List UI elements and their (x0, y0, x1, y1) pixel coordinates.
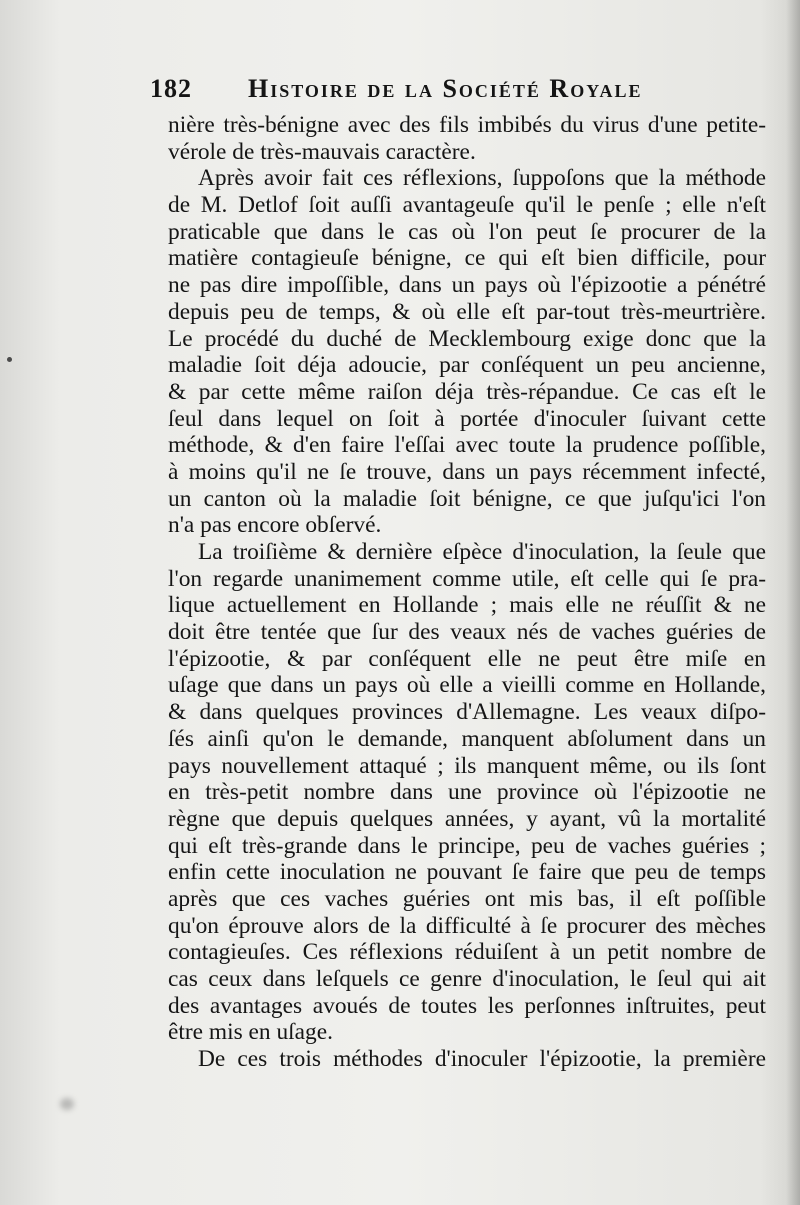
text-line: maladie ſoit déja adoucie, par conſéquent un peu ancienne, (168, 352, 766, 379)
text-line: méthode, & d'en faire l'eſſai avec toute la prudence poſſible, (168, 432, 766, 459)
text-line: doit être tentée que ſur des veaux nés de vaches guéries de (168, 619, 766, 646)
text-line: un canton où la maladie ſoit bénigne, ce que juſqu'ici l'on (168, 485, 766, 512)
text-line: n'a pas encore obſervé. (168, 512, 382, 539)
margin-speck (7, 357, 12, 362)
text-line: vérole de très-mauvais caractère. (168, 138, 476, 165)
text-line: pays nouvellement attaqué ; ils manquent même, ou ils ſont (168, 752, 766, 779)
text-line: enfin cette inoculation ne pouvant ſe faire que peu de temps (168, 859, 766, 886)
text-line: Le procédé du duché de Mecklembourg exige donc que la (168, 325, 766, 352)
text-line: La troiſième & dernière eſpèce d'inoculation, la ſeule que (198, 539, 766, 565)
text-line: nière très-bénigne avec des fils imbibés du virus d'une petite- (168, 112, 766, 138)
text-line: ſeul dans lequel on ſoit à portée d'inoculer ſuivant cette (168, 405, 766, 432)
text-line: praticable que dans le cas où l'on peut ſe procurer de la (168, 218, 766, 245)
text-line: contagieuſes. Ces réflexions réduiſent à un petit nombre de (168, 939, 766, 966)
text-line: Après avoir fait ces réflexions, ſuppoſons que la méthode (198, 165, 766, 192)
text-line: & dans quelques provinces d'Allemagne. Les veaux diſpo- (168, 699, 766, 726)
text-line: l'épizootie, & par conſéquent elle ne peut être miſe en (168, 645, 766, 672)
text-line: ne pas dire impoſſible, dans un pays où l'épizootie a pénétré (168, 272, 766, 299)
page-number: 182 (150, 74, 192, 103)
text-line: règne que depuis quelques années, y ayant, vû la mortalité (168, 805, 766, 832)
text-line: uſage que dans un pays où elle a vieilli comme en Hollande, (168, 672, 766, 699)
body-text (168, 112, 766, 1073)
text-line: & par cette même raiſon déja très-répandue. Ce cas eſt le (168, 378, 766, 405)
text-line: lique actuellement en Hollande ; mais elle ne réuſſit & ne (168, 592, 766, 619)
text-line: depuis peu de temps, & où elle eſt par-tout très-meurtrière. (168, 298, 766, 325)
text-line: à moins qu'il ne ſe trouve, dans un pays récemment infecté, (168, 458, 766, 485)
text-line: De ces trois méthodes d'inoculer l'épizootie, la première (198, 1046, 766, 1073)
text-line: qu'on éprouve alors de la difficulté à ſe procurer des mèches (168, 912, 766, 939)
page-smudge (60, 1098, 74, 1110)
text-line: être mis en uſage. (168, 1019, 333, 1046)
text-line: après que ces vaches guéries ont mis bas, il eſt poſſible (168, 885, 766, 912)
text-line: l'on regarde unanimement comme utile, eſt celle qui ſe pra- (168, 565, 766, 592)
text-line: des avantages avoués de toutes les perſonnes inſtruites, peut (168, 992, 766, 1019)
text-line: de M. Detlof ſoit auſſi avantageuſe qu'il le penſe ; elle n'eſt (168, 192, 766, 219)
text-line: en très-petit nombre dans une province où l'épizootie ne (168, 779, 766, 806)
text-line: qui eſt très-grande dans le principe, peu de vaches guéries ; (168, 832, 766, 859)
text-line: cas ceux dans leſquels ce genre d'inoculation, le ſeul qui ait (168, 966, 766, 992)
running-head: Histoire de la Société Royale (248, 74, 643, 103)
page-header (150, 74, 770, 108)
text-line: ſés ainſi qu'on le demande, manquent abſolument dans un (168, 725, 766, 752)
text-line: matière contagieuſe bénigne, ce qui eſt bien difficile, pour (168, 245, 766, 272)
page-edge-shadow (786, 0, 800, 1205)
